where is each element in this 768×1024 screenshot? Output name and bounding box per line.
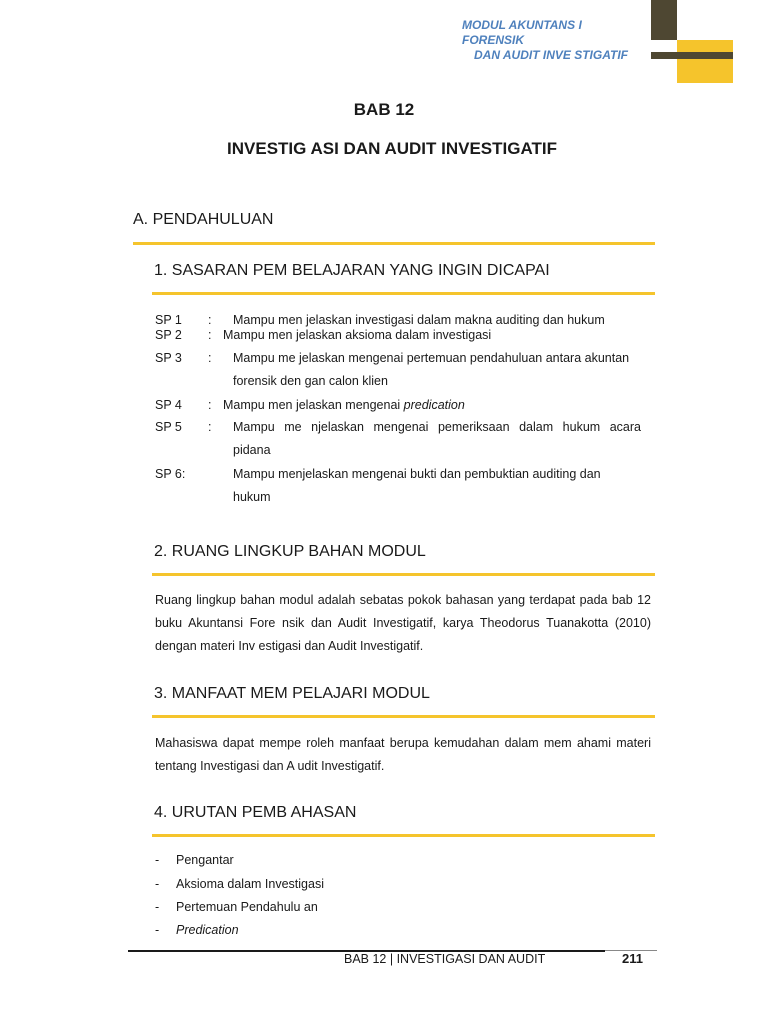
subsection-heading-3: 3. MANFAAT MEM PELAJARI MODUL xyxy=(154,685,430,702)
subsection-divider xyxy=(152,715,655,718)
paragraph-ruang-lingkup: Ruang lingkup bahan modul adalah sebatas pokok bahasan yang terdapat pada bab 12 buku Akuntansi Fore nsik dan Audit Investigatif, karya Theodorus Tuanakotta (2010) dengan materi Inv estigasi dan Audit Investigatif. xyxy=(155,593,651,653)
sp-text: Mampu men jelaskan investigasi dalam makna auditing dan hukum xyxy=(233,313,605,327)
sp-text-plain: Mampu men jelaskan mengenai xyxy=(223,398,404,412)
sp-text-line: Mampu menjelaskan mengenai bukti dan pembuktian auditing dan xyxy=(233,467,601,481)
running-header xyxy=(462,18,652,63)
subsection-divider xyxy=(152,292,655,295)
sp-code: SP 6: xyxy=(155,467,186,481)
sp-colon: : xyxy=(208,420,212,434)
header-decoration-dark-bar xyxy=(651,52,733,59)
list-item: Pertemuan Pendahulu an xyxy=(176,900,318,914)
sp-code: SP 4 xyxy=(155,398,182,412)
sp-code: SP 2 xyxy=(155,328,182,342)
subsection-heading-2: 2. RUANG LINGKUP BAHAN MODUL xyxy=(154,543,426,560)
sp-text-line: pidana xyxy=(233,443,271,457)
sp-text-line: Mampu me njelaskan mengenai pemeriksaan dalam hukum acara xyxy=(233,420,641,434)
subsection-heading-1: 1. SASARAN PEM BELAJARAN YANG INGIN DICAPAI xyxy=(154,262,550,279)
header-decoration-dark-block xyxy=(651,0,677,40)
sp-code: SP 3 xyxy=(155,351,182,365)
sp-text-italic: predication xyxy=(403,398,465,412)
subsection-divider xyxy=(152,573,655,576)
sp-code: SP 1 xyxy=(155,313,182,327)
paragraph-manfaat: Mahasiswa dapat mempe roleh manfaat berupa kemudahan dalam mem ahami materi tentang Investigasi dan A udit Investigatif. xyxy=(155,736,651,773)
chapter-number: BAB 12 xyxy=(353,100,415,119)
sp-colon: : xyxy=(208,351,212,365)
footer-chapter-label: BAB 12 | INVESTIGASI DAN AUDIT xyxy=(344,952,546,966)
list-item: Pengantar xyxy=(176,853,234,867)
sp-text xyxy=(223,397,465,413)
header-decoration-yellow-block-lower xyxy=(677,59,733,83)
sp-text-line: hukum xyxy=(233,490,271,504)
header-line-2: FORENSIK xyxy=(462,33,525,47)
section-heading-a: A. PENDAHULUAN xyxy=(133,211,274,228)
sp-code: SP 5 xyxy=(155,420,182,434)
section-divider xyxy=(133,242,655,245)
subsection-divider xyxy=(152,834,655,837)
sp-text-line: forensik den gan calon klien xyxy=(233,374,388,388)
sp-text-line: Mampu me jelaskan mengenai pertemuan pendahuluan antara akuntan xyxy=(233,351,630,365)
sp-colon: : xyxy=(208,328,212,342)
list-item: Aksioma dalam Investigasi xyxy=(176,877,324,891)
header-line-1: MODUL AKUNTANS I xyxy=(462,18,582,32)
list-bullet: - xyxy=(155,900,160,914)
list-item: Predication xyxy=(176,923,239,937)
list-bullet: - xyxy=(155,853,160,867)
header-line-3: DAN AUDIT INVE STIGATIF xyxy=(474,48,628,62)
page-number: 211 xyxy=(622,951,643,966)
chapter-title: INVESTIG ASI DAN AUDIT INVESTIGATIF xyxy=(227,139,557,158)
subsection-heading-4: 4. URUTAN PEMB AHASAN xyxy=(154,804,357,821)
sp-colon: : xyxy=(208,313,212,327)
sp-text: Mampu men jelaskan aksioma dalam investigasi xyxy=(223,328,492,342)
list-bullet: - xyxy=(155,923,160,937)
list-bullet: - xyxy=(155,877,160,891)
sp-colon: : xyxy=(208,398,212,412)
